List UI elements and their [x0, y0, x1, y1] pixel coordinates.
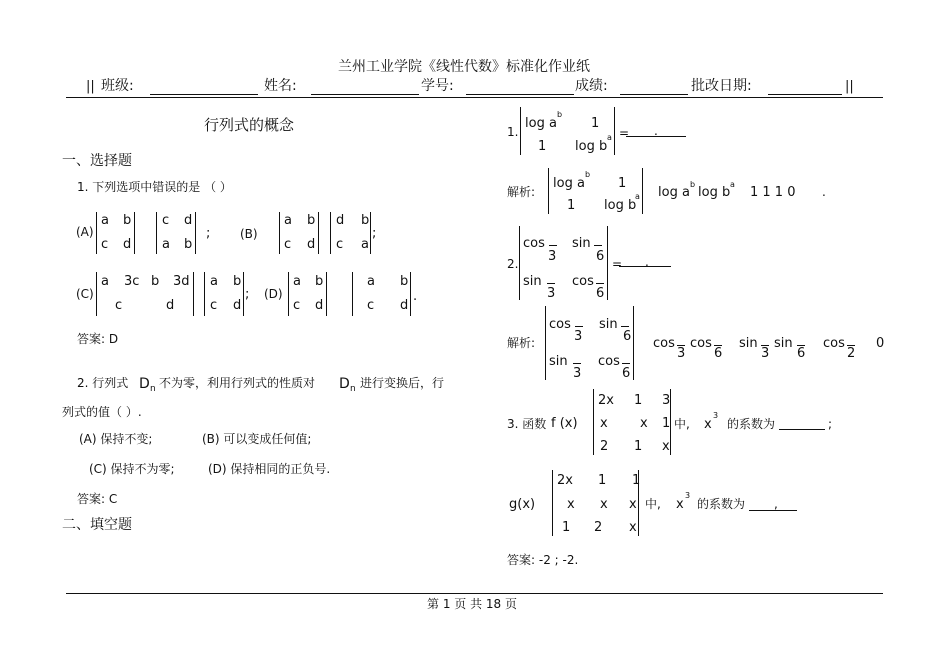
q2-stem-b: 不为零，利用行列式的性质对 [159, 376, 316, 390]
det-entry: c [115, 298, 123, 313]
blank-mark: . [645, 255, 649, 269]
expression: log a [658, 185, 690, 200]
fill-answer: 答案: -2 ; -2. [507, 553, 579, 567]
blank-mark: , [774, 497, 778, 511]
fraction-bar [547, 283, 555, 284]
class-field [150, 94, 258, 95]
det-entry: x [600, 497, 608, 512]
det-entry: log a [525, 116, 557, 131]
separator: . [822, 185, 826, 199]
det-bar [318, 212, 319, 254]
det-bar [193, 272, 194, 316]
q2-opt-d: (D) 保持相同的正负号. [208, 462, 331, 476]
page-number: 第 1 页 共 18 页 [427, 597, 517, 611]
superscript: a [635, 192, 640, 201]
det-entry: c [101, 237, 109, 252]
expression: sin [739, 336, 758, 351]
det-entry: 6 [623, 329, 632, 344]
section-title: 行列式的概念 [204, 116, 295, 134]
det-symbol: D [139, 376, 150, 392]
superscript: b [585, 170, 591, 179]
det-bar [545, 306, 546, 380]
det-bar [638, 470, 639, 536]
text: 的系数为 [697, 497, 746, 511]
det-entry: b [400, 274, 409, 289]
det-entry: a [101, 213, 109, 228]
det-entry: d [315, 298, 324, 313]
det-bar [552, 470, 553, 536]
function-f: f (x) [551, 416, 578, 431]
det-entry: 1 [567, 198, 576, 213]
det-bar [410, 272, 411, 316]
class-label: 班级: [101, 78, 134, 94]
det-entry: d [400, 298, 409, 313]
det-bar [370, 212, 371, 254]
function-g: g(x) [509, 497, 536, 512]
det-entry: 3 [573, 366, 582, 381]
text: 中, [645, 497, 661, 511]
q2-opt-b: (B) 可以变成任何值; [202, 432, 312, 446]
det-entry: a [293, 274, 301, 289]
det-bar [243, 272, 244, 316]
text: 中, [674, 417, 690, 431]
expression: cos [690, 336, 712, 351]
date-label: 批改日期: [691, 78, 752, 94]
det-entry: 1 [634, 439, 643, 454]
fill2-number: 2. [507, 257, 519, 271]
fraction-bar [573, 363, 581, 364]
det-entry: 6 [596, 249, 605, 264]
det-entry: x [629, 497, 637, 512]
q1-opt-a-label: (A) [76, 225, 94, 239]
det-entry: log b [575, 139, 608, 154]
det-entry: 1 [538, 139, 547, 154]
fraction-bar [575, 326, 583, 327]
expression: cos [653, 336, 675, 351]
separator: ; [372, 226, 377, 241]
expression: 6 [797, 346, 806, 361]
det-subscript: n [350, 384, 356, 394]
det-symbol: D [339, 376, 350, 392]
det-bar [204, 272, 205, 316]
det-entry: x [629, 520, 637, 535]
det-entry: 1 [632, 473, 641, 488]
det-entry: cos [523, 236, 545, 251]
det-entry: a [361, 237, 369, 252]
det-entry: b [315, 274, 324, 289]
det-entry: 3 [548, 249, 557, 264]
footer-divider [66, 593, 883, 594]
variable: x [676, 497, 684, 512]
det-bar [96, 272, 97, 316]
expression: cos [823, 336, 845, 351]
det-entry: b [151, 274, 160, 289]
expression: log b [698, 185, 731, 200]
det-entry: 3 [547, 286, 556, 301]
det-subscript: n [150, 384, 156, 394]
det-bar [134, 212, 135, 254]
expression: 0 [876, 336, 885, 351]
det-entry: 3d [173, 274, 190, 289]
fraction-bar [621, 326, 629, 327]
fraction-bar [622, 363, 630, 364]
variable: x [704, 417, 712, 432]
det-entry: x [600, 416, 608, 431]
expression: 3 [761, 346, 770, 361]
det-entry: 2x [598, 393, 614, 408]
det-entry: d [184, 213, 193, 228]
det-bar [670, 389, 671, 455]
score-label: 成绩: [575, 78, 608, 94]
name-label: 姓名: [264, 78, 297, 94]
q2-opt-c: (C) 保持不为零; [89, 462, 175, 476]
det-bar [633, 306, 634, 380]
det-entry: b [233, 274, 242, 289]
det-entry: 3 [662, 393, 671, 408]
det-bar [593, 389, 594, 455]
bar-right: || [845, 79, 854, 94]
det-bar [330, 212, 331, 254]
det-entry: 1 [618, 176, 627, 191]
det-bar [614, 107, 615, 155]
fraction-bar [596, 283, 604, 284]
det-entry: cos [572, 274, 594, 289]
det-entry: 6 [622, 366, 631, 381]
name-field [311, 94, 419, 95]
bar-left: || [86, 79, 95, 94]
page-title: 兰州工业学院《线性代数》标准化作业纸 [338, 59, 590, 75]
det-entry: c [210, 298, 218, 313]
header-divider [66, 97, 883, 98]
fill1-number: 1. [507, 125, 519, 139]
q2-opt-a: (A) 保持不变; [79, 432, 153, 446]
det-entry: a [162, 237, 170, 252]
det-entry: c [293, 298, 301, 313]
superscript: 3 [713, 411, 719, 420]
det-bar [548, 168, 549, 214]
id-field [466, 94, 574, 95]
det-entry: d [233, 298, 242, 313]
det-entry: b [123, 213, 132, 228]
expression: 2 [847, 346, 856, 361]
answer-blank [749, 510, 797, 511]
det-entry: d [166, 298, 175, 313]
det-entry: sin [572, 236, 591, 251]
det-entry: b [307, 213, 316, 228]
det-entry: 6 [596, 286, 605, 301]
superscript: b [557, 110, 563, 119]
det-entry: log a [553, 176, 585, 191]
det-bar [156, 212, 157, 254]
det-entry: sin [549, 354, 568, 369]
det-bar [96, 212, 97, 254]
fill3-stem: 3. 函数 [507, 417, 547, 431]
det-entry: d [123, 237, 132, 252]
det-bar [288, 272, 289, 316]
id-label: 学号: [421, 78, 454, 94]
date-field [768, 94, 842, 95]
det-bar [279, 212, 280, 254]
det-bar [352, 272, 353, 316]
part2-heading: 二、填空题 [62, 517, 132, 533]
q1-stem: 1. 下列选项中错误的是 （ ） [77, 180, 232, 194]
q1-opt-b-label: (B) [240, 227, 258, 241]
det-entry: 1 [634, 393, 643, 408]
superscript: b [690, 180, 696, 189]
q1-opt-c-label: (C) [76, 287, 94, 301]
det-bar [195, 212, 196, 254]
expression: 3 [677, 346, 686, 361]
det-entry: 1 [662, 416, 671, 431]
det-entry: sin [523, 274, 542, 289]
superscript: 3 [685, 491, 691, 500]
q2-stem-d: 列式的值（ ）. [62, 405, 142, 419]
q1-answer: 答案: D [77, 332, 119, 346]
superscript: a [607, 133, 612, 142]
det-entry: a [284, 213, 292, 228]
det-entry: x [640, 416, 648, 431]
det-entry: cos [549, 317, 571, 332]
det-entry: 3c [124, 274, 140, 289]
det-entry: a [367, 274, 375, 289]
q2-stem-c: 进行变换后，行 [360, 376, 445, 390]
separator: . [413, 289, 418, 304]
answer-blank [779, 429, 825, 430]
det-entry: a [101, 274, 109, 289]
det-entry: sin [599, 317, 618, 332]
separator: ; [206, 226, 211, 241]
q2-stem-a: 2. 行列式 [77, 376, 129, 390]
det-bar [642, 168, 643, 214]
det-entry: 1 [562, 520, 571, 535]
det-entry: c [162, 213, 170, 228]
det-entry: 2x [557, 473, 573, 488]
det-entry: 1 [591, 116, 600, 131]
det-entry: cos [598, 354, 620, 369]
det-entry: d [307, 237, 316, 252]
det-bar [607, 226, 608, 300]
det-entry: c [367, 298, 375, 313]
det-bar [326, 272, 327, 316]
separator: ; [245, 287, 250, 302]
part1-heading: 一、选择题 [62, 153, 132, 169]
det-entry: 3 [574, 329, 583, 344]
solution2-label: 解析: [507, 336, 536, 350]
solution1-label: 解析: [507, 185, 536, 199]
det-bar [519, 226, 520, 300]
det-entry: log b [604, 198, 637, 213]
det-entry: 2 [594, 520, 603, 535]
text: 的系数为 [727, 417, 776, 431]
blank-mark: . [654, 124, 658, 138]
det-entry: 1 [598, 473, 607, 488]
score-field [620, 94, 688, 95]
det-entry: c [336, 237, 344, 252]
superscript: a [730, 180, 735, 189]
det-entry: b [361, 213, 370, 228]
expression: 6 [714, 346, 723, 361]
equals-sign: = [612, 257, 623, 271]
expression: 1 1 1 0 [750, 185, 796, 200]
det-entry: d [336, 213, 345, 228]
det-entry: b [184, 237, 193, 252]
q2-answer: 答案: C [77, 492, 118, 506]
fraction-bar [549, 245, 557, 246]
det-entry: c [284, 237, 292, 252]
expression: sin [774, 336, 793, 351]
det-entry: 2 [600, 439, 609, 454]
fraction-bar [594, 245, 602, 246]
det-entry: x [662, 439, 670, 454]
det-entry: a [210, 274, 218, 289]
q1-opt-d-label: (D) [264, 287, 283, 301]
det-entry: x [567, 497, 575, 512]
equals-sign: = [619, 126, 630, 140]
separator: ; [828, 417, 833, 431]
det-bar [520, 107, 521, 155]
